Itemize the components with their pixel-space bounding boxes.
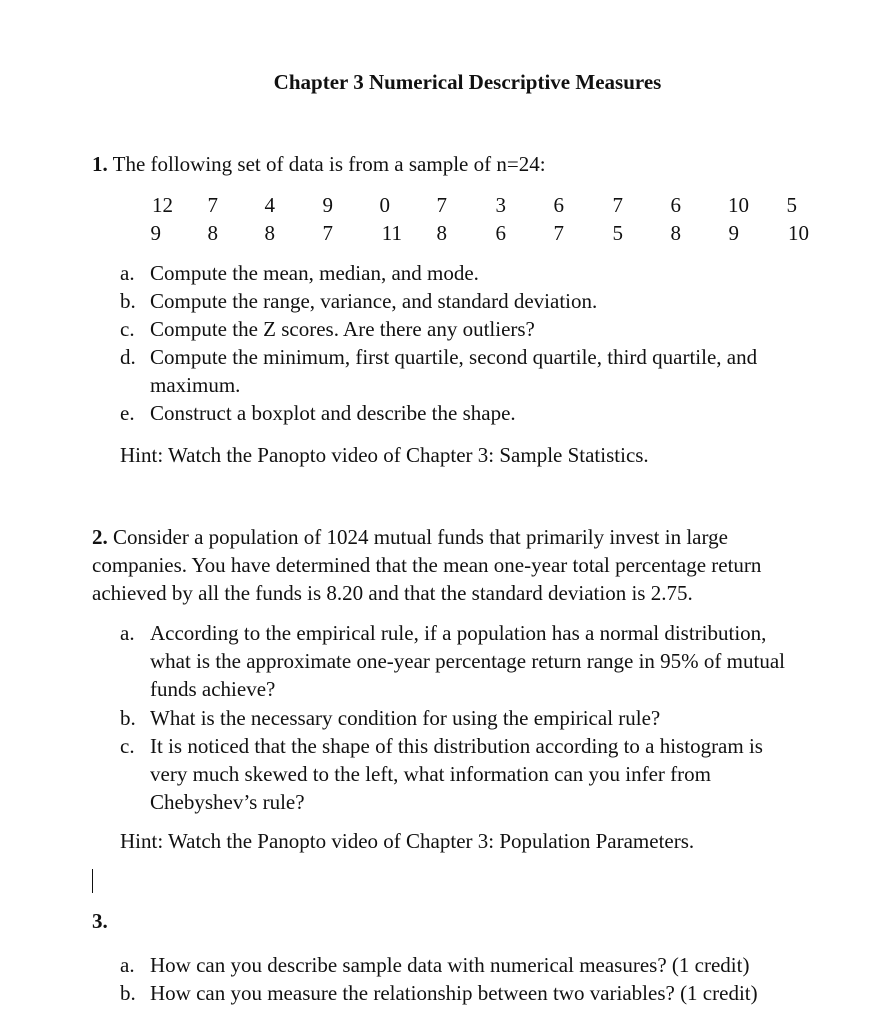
question-1-hint: Hint: Watch the Panopto video of Chapter 3: Sample Statistics. — [120, 443, 649, 467]
item-letter: c. — [120, 734, 135, 758]
data-value: 9 — [150, 221, 161, 245]
item-text: How can you describe sample data with numerical measures? (1 credit) — [150, 953, 750, 977]
question-1-intro — [92, 150, 546, 178]
data-value: 6 — [495, 221, 506, 245]
item-text: Construct a boxplot and describe the shape. — [150, 401, 516, 425]
question-3-number: 3. — [92, 909, 108, 933]
item-letter: b. — [120, 981, 136, 1005]
data-value: 4 — [264, 193, 275, 217]
question-2-text-line-2: companies. You have determined that the mean one-year total percentage return — [92, 553, 762, 577]
question-2-hint: Hint: Watch the Panopto video of Chapter 3: Population Parameters. — [120, 829, 695, 853]
data-value: 8 — [207, 221, 218, 245]
item-letter: c. — [120, 317, 135, 341]
data-value: 8 — [436, 221, 447, 245]
item-text: How can you measure the relationship between two variables? (1 credit) — [150, 981, 758, 1005]
item-text-continued: very much skewed to the left, what information can you infer from — [150, 762, 711, 786]
item-letter: a. — [120, 261, 135, 285]
page-title: Chapter 3 Numerical Descriptive Measures — [273, 70, 662, 94]
data-value: 9 — [322, 193, 333, 217]
item-text: It is noticed that the shape of this distribution according to a histogram is — [150, 734, 763, 758]
item-text: What is the necessary condition for using the empirical rule? — [150, 706, 661, 730]
item-letter: a. — [120, 953, 135, 977]
question-1-number: 1. — [92, 152, 108, 176]
item-text: Compute the minimum, first quartile, second quartile, third quartile, and — [150, 345, 758, 369]
data-value: 6 — [670, 193, 681, 217]
item-text-continued: funds achieve? — [150, 677, 276, 701]
item-letter: e. — [120, 401, 135, 425]
data-row-2 — [0, 221, 878, 249]
data-value: 6 — [553, 193, 564, 217]
item-text-continued: maximum. — [150, 373, 241, 397]
data-value: 11 — [381, 221, 402, 245]
item-letter: b. — [120, 289, 136, 313]
data-value: 10 — [788, 221, 809, 245]
item-letter: d. — [120, 345, 136, 369]
question-1-text: The following set of data is from a sample of n=24: — [112, 152, 546, 176]
item-text: Compute the range, variance, and standard deviation. — [150, 289, 598, 313]
item-letter: b. — [120, 706, 136, 730]
data-value: 7 — [436, 193, 447, 217]
data-value: 9 — [728, 221, 739, 245]
text-cursor — [92, 869, 93, 893]
data-value: 7 — [322, 221, 333, 245]
data-value: 5 — [786, 193, 797, 217]
data-value: 12 — [152, 193, 173, 217]
question-2-text-line-1: Consider a population of 1024 mutual funds that primarily invest in large — [113, 525, 728, 549]
item-text: Compute the mean, median, and mode. — [150, 261, 479, 285]
data-value: 0 — [379, 193, 390, 217]
data-value: 3 — [495, 193, 506, 217]
question-2-intro — [92, 523, 728, 551]
item-text-continued: Chebyshev’s rule? — [150, 790, 305, 814]
item-text: According to the empirical rule, if a population has a normal distribution, — [150, 621, 767, 645]
data-value: 7 — [612, 193, 623, 217]
data-value: 8 — [670, 221, 681, 245]
data-value: 10 — [728, 193, 749, 217]
item-text-continued: what is the approximate one-year percentage return range in 95% of mutual — [150, 649, 785, 673]
item-letter: a. — [120, 621, 135, 645]
data-value: 8 — [264, 221, 275, 245]
question-2-number: 2. — [92, 525, 108, 549]
question-2-text-line-3: achieved by all the funds is 8.20 and that the standard deviation is 2.75. — [92, 581, 693, 605]
data-row-1 — [0, 193, 878, 221]
data-value: 7 — [553, 221, 564, 245]
data-value: 5 — [612, 221, 623, 245]
item-text: Compute the Z scores. Are there any outliers? — [150, 317, 535, 341]
data-value: 7 — [207, 193, 218, 217]
